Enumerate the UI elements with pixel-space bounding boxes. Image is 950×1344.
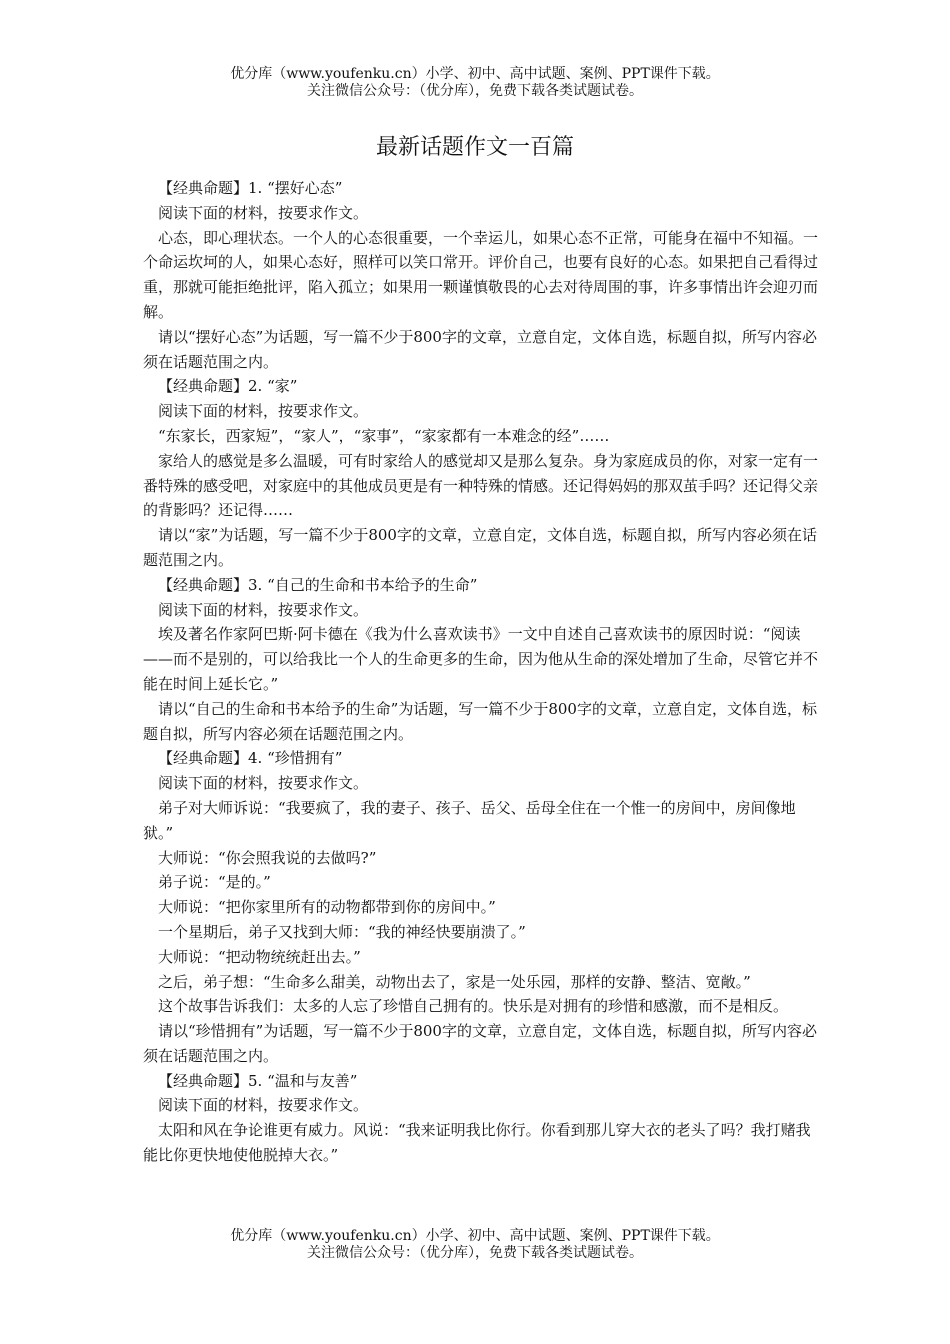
material-paragraph: 弟子说：“是的。” <box>158 873 271 892</box>
section-heading: 【经典命题】5. “温和与友善” <box>158 1071 358 1090</box>
material-paragraph: 家给人的感觉是多么温暖，可有时家给人的感觉却又是那么复杂。身为家庭成员的你，对家一定有一番特殊的感受吧，对家庭中的其他成员更是有一种特殊的情感。还记得妈妈的那双茧手吗？还记得父亲的背影吗？还记得…… <box>143 451 819 520</box>
footer-line-1: 优分库（www.youfenku.cn）小学、初中、高中试题、案例、PPT课件下载。 <box>230 1228 720 1244</box>
material-paragraph: 大师说：“把你家里所有的动物都带到你的房间中。” <box>158 898 496 917</box>
material-paragraph: “东家长，西家短”，“家人”，“家事”，“家家都有一本难念的经”…… <box>158 426 610 445</box>
document-body <box>143 176 823 1168</box>
task-paragraph: 请以“自己的生命和书本给予的生命”为话题，写一篇不少于800字的文章，立意自定，文体自选，标题自拟，所写内容必须在话题范围之内。 <box>143 699 817 743</box>
instruction-paragraph: 阅读下面的材料，按要求作文。 <box>158 1096 369 1115</box>
material-paragraph: 心态，即心理状态。一个人的心态很重要，一个幸运儿，如果心态不正常，可能身在福中不知福。一个命运坎坷的人，如果心态好，照样可以笑口常开。评价自己，也要有良好的心态。如果把自己看得过重，那就可能拒绝批评，陷入孤立；如果用一颗谨慎敬畏的心去对待周围的事，许多事情出许会迎刃而解。 <box>143 228 819 321</box>
header-line-1: 优分库（www.youfenku.cn）小学、初中、高中试题、案例、PPT课件下载。 <box>230 66 720 82</box>
task-paragraph: 请以“摆好心态”为话题，写一篇不少于800字的文章，立意自定，文体自选，标题自拟，所写内容必须在话题范围之内。 <box>143 327 817 371</box>
section-heading: 【经典命题】4. “珍惜拥有” <box>158 749 343 768</box>
task-paragraph: 请以“家”为话题，写一篇不少于800字的文章，立意自定，文体自选，标题自拟，所写内容必须在话题范围之内。 <box>143 526 817 569</box>
task-paragraph: 请以“珍惜拥有”为话题，写一篇不少于800字的文章，立意自定，文体自选，标题自拟，所写内容必须在话题范围之内。 <box>143 1022 817 1065</box>
instruction-paragraph: 阅读下面的材料，按要求作文。 <box>158 774 369 793</box>
instruction-paragraph: 阅读下面的材料，按要求作文。 <box>158 600 369 619</box>
section-heading: 【经典命题】2. “家” <box>158 377 298 396</box>
material-paragraph: 大师说：“把动物统统赶出去。” <box>158 947 361 966</box>
instruction-paragraph: 阅读下面的材料，按要求作文。 <box>158 203 369 222</box>
material-paragraph: 弟子对大师诉说：“我要疯了，我的妻子、孩子、岳父、岳母全住在一个惟一的房间中，房间像地狱。” <box>143 798 796 842</box>
material-paragraph: 大师说：“你会照我说的去做吗?” <box>158 848 377 867</box>
material-paragraph: 太阳和风在争论谁更有威力。风说：“我来证明我比你行。你看到那儿穿大衣的老头了吗？我打赌我能比你更快地使他脱掉大衣。” <box>143 1121 811 1165</box>
material-paragraph: 一个星期后，弟子又找到大师：“我的神经快要崩溃了。” <box>158 922 526 941</box>
page-header <box>0 66 950 100</box>
material-paragraph: 这个故事告诉我们：太多的人忘了珍惜自己拥有的。快乐是对拥有的珍惜和感激，而不是相反。 <box>158 997 789 1016</box>
document-title: 最新话题作文一百篇 <box>375 135 574 160</box>
page-footer <box>0 1228 950 1262</box>
material-paragraph: 之后，弟子想：“生命多么甜美，动物出去了，家是一处乐园，那样的安静、整洁、宽敞。” <box>158 972 751 991</box>
material-paragraph: 埃及著名作家阿巴斯·阿卡德在《我为什么喜欢读书》一文中自述自己喜欢读书的原因时说：“阅读——而不是别的，可以给我比一个人的生命更多的生命，因为他从生命的深处增加了生命，尽管它并不能在时间上延长它。” <box>143 625 819 693</box>
footer-line-2: 关注微信公众号：（优分库），免费下载各类试题试卷。 <box>307 1245 643 1261</box>
header-line-2: 关注微信公众号：（优分库），免费下载各类试题试卷。 <box>307 83 643 99</box>
section-heading: 【经典命题】1. “摆好心态” <box>158 179 343 197</box>
instruction-paragraph: 阅读下面的材料，按要求作文。 <box>158 402 369 421</box>
section-heading: 【经典命题】3. “自己的生命和书本给予的生命” <box>158 575 478 594</box>
